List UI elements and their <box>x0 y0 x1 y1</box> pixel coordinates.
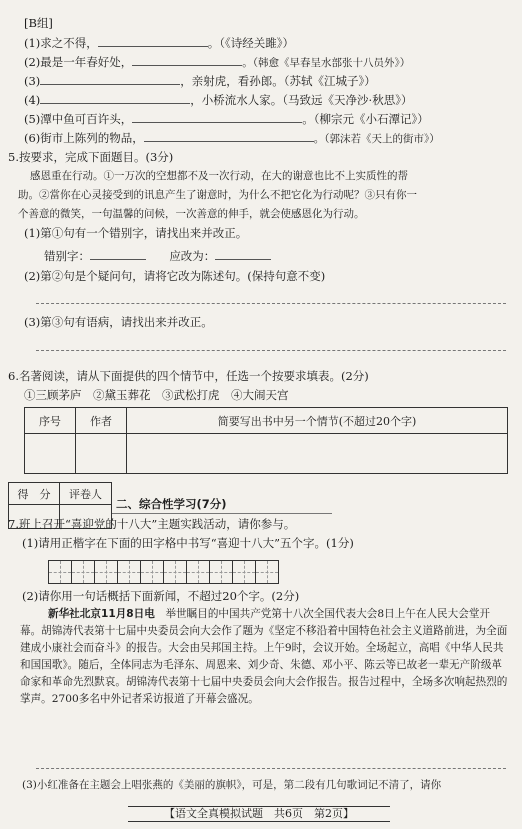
q6-answer-author[interactable] <box>76 434 127 474</box>
q7-title: 7.班上召开“喜迎党的十八大”主题实践活动，请你参与。 <box>8 517 296 531</box>
tianzige-cell[interactable] <box>48 560 72 584</box>
q7-sub1: (1)请用正楷字在下面的田字格中书写“喜迎十八大”五个字。(1分) <box>22 536 354 550</box>
tianzige-cell[interactable] <box>140 560 164 584</box>
q6-answer-number[interactable] <box>25 434 76 474</box>
group-b-item-6: (6)街市上陈列的物品， 。（郭沫若《天上的街市》） <box>24 131 440 145</box>
q5-sub3-answer-line[interactable] <box>36 350 506 351</box>
score-label: 得 分 <box>9 483 60 505</box>
q6-header-plot: 简要写出书中另一个情节(不超过20个字) <box>127 408 508 434</box>
q5-sub3: (3)第③句有语病，请找出来并改正。 <box>24 315 213 329</box>
q6-answer-plot[interactable] <box>127 434 508 474</box>
tianzige-cell[interactable] <box>186 560 210 584</box>
typo-answer-blank[interactable] <box>90 248 146 260</box>
group-b-item-5: (5)潭中鱼可百许头， 。（柳宗元《小石潭记》） <box>24 112 429 126</box>
section-2-title: 二、综合性学习(7分) <box>116 497 227 511</box>
q5-title: 5.按要求，完成下面题目。(3分) <box>8 150 174 164</box>
news-dateline: 新华社北京11月8日电 <box>48 608 155 620</box>
q7-sub2-answer-line[interactable] <box>36 768 506 769</box>
grader-label: 评卷人 <box>60 483 112 505</box>
fix-answer-blank[interactable] <box>215 248 271 260</box>
tianzige-cell[interactable] <box>232 560 256 584</box>
q7-sub3: (3)小红准备在主题会上唱张燕的《美丽的旗帜》，可是，第二段有几句歌词记不清了，请你 <box>22 779 442 791</box>
q5-passage-line-3: 个善意的微笑，一句温馨的问候，一次善意的伸手，就会使感恩化为行动。 <box>18 208 365 220</box>
news-paragraph <box>20 606 510 708</box>
group-b-item-1: (1)求之不得， 。（《诗经关雎》） <box>24 36 295 50</box>
section-divider <box>112 513 332 514</box>
group-b-item-4: (4) ，小桥流水人家。（马致远《天净沙·秋思》） <box>24 93 413 107</box>
tianzige-cell[interactable] <box>209 560 233 584</box>
q6-header-number: 序号 <box>25 408 76 434</box>
q6-options: ①三顾茅庐 ②黛玉葬花 ③武松打虎 ④大闹天宫 <box>24 388 289 402</box>
tianzige-cell[interactable] <box>71 560 95 584</box>
q5-sub2-answer-line[interactable] <box>36 303 506 304</box>
q6-title: 6.名著阅读，请从下面提供的四个情节中，任选一个按要求填表。(2分) <box>8 369 369 383</box>
group-b-item-3: (3) ，亲射虎，看孙郎。（苏轼《江城子》） <box>24 74 376 88</box>
tianzige-grid <box>48 560 278 584</box>
tianzige-cell[interactable] <box>94 560 118 584</box>
q6-header-author: 作者 <box>76 408 127 434</box>
q5-sub2: (2)第②句是个疑问句，请将它改为陈述句。(保持句意不变) <box>24 269 326 283</box>
q7-sub2: (2)请你用一句话概括下面新闻，不超过20个字。(2分) <box>22 589 300 603</box>
q5-passage-line-2: 助。②當你在心灵接受到的讯息产生了谢意时，为什么不把它化为行动呢？③只有你一 <box>18 189 417 201</box>
q5-passage-line-1: 感恩重在行动。①一万次的空想都不及一次行动，在大的谢意也比不上实质性的帮 <box>30 170 408 182</box>
group-b-item-2: (2)最是一年春好处， 。（韩愈《早春呈水部张十八员外》） <box>24 55 411 69</box>
tianzige-cell[interactable] <box>117 560 141 584</box>
tianzige-cell[interactable] <box>163 560 187 584</box>
group-b-title: [B组] <box>24 16 53 30</box>
page-footer: 【语文全真模拟试题 共6页 第2页】 <box>128 806 390 822</box>
q5-typo-row: 错别字： 应改为： <box>44 248 271 263</box>
q5-sub1: (1)第①句有一个错别字，请找出来并改正。 <box>24 226 248 240</box>
tianzige-cell[interactable] <box>255 560 279 584</box>
news-body: 举世瞩目的中国共产党第十八次全国代表大会8日上午在人民大会堂开幕。胡锦涛代表第十七届中央委员会向大会作了题为《坚定不移沿着中国特色社会主义道路前进，为全面建成小康社会而奋斗》的报告。大会由吴邦国主持。上午9时，会议开始。全场起立，高唱《中华人民共和国国歌》。随后，全体同志为毛泽东、周恩来、刘少奇、朱德、邓小平、陈云等已故老一辈无产阶级革命家和革命先烈默哀。胡锦涛代表第十七届中央委员会向大会作报告。报告过程中，全场多次响起热烈的掌声。2700多名中外记者采访报道了开幕会盛况。 <box>20 608 508 705</box>
q6-table <box>24 407 508 474</box>
